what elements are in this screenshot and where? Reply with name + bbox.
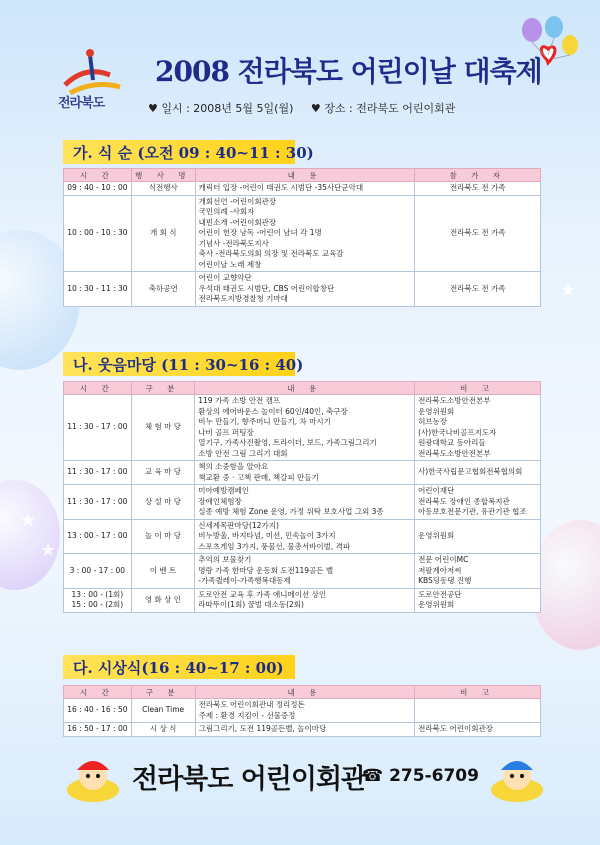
note-cell-line: 운영위원회 bbox=[418, 600, 455, 609]
footer-name: 전라북도 어린이회관 bbox=[132, 764, 367, 795]
note-cell bbox=[415, 554, 541, 589]
content-cell-line: 나비 골프 퍼팅장 bbox=[198, 427, 254, 437]
note-cell-line: 운영위원회 bbox=[418, 406, 455, 416]
note-cell-line: 전라북도 어린이회관장 bbox=[418, 724, 494, 733]
content-cell-line: 어린이 헌장 낭독 -어린이 남녀 각 1명 bbox=[198, 228, 322, 237]
kind-cell: 놀 이 마 당 bbox=[131, 519, 195, 554]
time-cell bbox=[64, 699, 132, 723]
table-header: 시 간 bbox=[64, 686, 132, 699]
content-cell bbox=[195, 461, 415, 485]
table-row bbox=[64, 588, 541, 612]
content-cell-line: 환상의 에어바운스 놀이터 60인/40인, 축구장 bbox=[198, 406, 348, 416]
time-line: 11 : 30 - 17 : 00 bbox=[67, 467, 128, 477]
table-row bbox=[64, 723, 541, 737]
mascot-icon bbox=[486, 752, 548, 804]
time-line: 11 : 30 - 17 : 00 bbox=[67, 496, 128, 506]
time-cell bbox=[64, 461, 132, 485]
kind-cell: 영 화 상 인 bbox=[131, 588, 195, 612]
content-cell-line: 라따뚜이(1회) 꿀벌 대소동(2회) bbox=[198, 600, 304, 609]
kind-cell: 시 상 식 bbox=[131, 723, 195, 737]
content-cell-line: 책교환 중 · 고책 판매, 책갈피 만들기 bbox=[198, 472, 319, 482]
mascot-icon bbox=[62, 752, 124, 804]
content-cell-line: 국민의례 -사회자 bbox=[198, 207, 255, 216]
time-cell bbox=[64, 519, 132, 554]
content-cell-line: 어린이 교향악단 bbox=[198, 273, 252, 282]
kind-cell: 이 벤 트 bbox=[131, 554, 195, 589]
note-cell-line: 도로안전공단 bbox=[418, 589, 462, 599]
background-balloon bbox=[0, 480, 60, 590]
participant-cell: 전라북도 전 가족 bbox=[415, 272, 541, 307]
star-icon: ★ bbox=[40, 540, 57, 561]
table-header: 참 가 자 bbox=[415, 169, 541, 182]
ceremony-table bbox=[63, 168, 541, 307]
note-cell-line: (사)한국나비골프지도자 bbox=[418, 427, 497, 437]
fun-table bbox=[63, 381, 541, 613]
participant-cell: 전라북도 전 가족 bbox=[415, 182, 541, 196]
content-cell-line: 신세계목판마당(12가지) bbox=[198, 520, 279, 530]
content-cell-line: 119 가족 소방 안전 캠프 bbox=[198, 396, 281, 405]
kind-cell: 상 설 마 당 bbox=[131, 485, 195, 520]
table-row bbox=[64, 395, 541, 461]
kind-cell: 체 험 마 당 bbox=[131, 395, 195, 461]
time-cell bbox=[64, 723, 132, 737]
table-header: 시 간 bbox=[64, 382, 132, 395]
table-row bbox=[64, 699, 541, 723]
time-cell bbox=[64, 395, 132, 461]
section-heading-awards: 다. 시상식(16 : 40~17 : 00) bbox=[63, 655, 295, 679]
note-cell-line: 원광대학교 동아리들 bbox=[418, 438, 486, 447]
note-cell-line: 전라북도소방안전본부 bbox=[418, 448, 491, 458]
content-cell-line: 스포츠게임 3가지, 풍물선, 물총서바이벌, 격파 bbox=[198, 541, 351, 551]
time-line: 3 : 00 - 17 : 00 bbox=[69, 565, 126, 575]
time-cell bbox=[64, 554, 132, 589]
content-cell-line: 주제 : 환경 지킴이 - 선물증정 bbox=[198, 710, 296, 720]
content-cell bbox=[195, 485, 415, 520]
table-header: 행 사 명 bbox=[131, 169, 195, 182]
time-line: 15 : 00 - (2회) bbox=[71, 600, 124, 609]
time-line: 16 : 40 - 16 : 50 bbox=[67, 705, 128, 715]
content-cell-line: 개회선언 -어린이회관장 bbox=[198, 196, 277, 206]
table-header: 내 용 bbox=[195, 169, 415, 182]
awards-table bbox=[63, 685, 541, 737]
content-cell-line: 미아예방캠페인 bbox=[198, 486, 249, 495]
note-cell-line: KBS딩동댕 진행 bbox=[418, 576, 472, 585]
table-header: 구 분 bbox=[131, 686, 195, 699]
section-heading-fun: 나. 웃음마당 (11 : 30~16 : 40) bbox=[63, 352, 295, 376]
kind-cell: 식전행사 bbox=[131, 182, 195, 196]
kind-cell: 축하공연 bbox=[131, 272, 195, 307]
content-cell-line: 장애인체험장 bbox=[198, 496, 242, 506]
content-cell bbox=[195, 395, 415, 461]
table-row bbox=[64, 461, 541, 485]
content-cell-line: 실종 예방 체험 Zone 운영, 가정 위탁 보호사업 그외 3종 bbox=[198, 507, 384, 516]
content-cell-line: 소방 안전 그림 그리기 대회 bbox=[198, 448, 288, 458]
table-row bbox=[64, 554, 541, 589]
content-cell-line: 비누 만들기, 향주머니 만들기, 차 마시기 bbox=[198, 417, 331, 426]
table-row bbox=[64, 519, 541, 554]
note-cell-line: 어린이재단 bbox=[418, 486, 455, 495]
time-cell bbox=[64, 195, 132, 272]
content-cell-line: 어린이날 노래 제창 bbox=[198, 259, 262, 269]
content-cell bbox=[195, 554, 415, 589]
note-cell-line: 전라북도 장애인 종합복지관 bbox=[418, 496, 510, 506]
note-cell-line: 저팔계아저씨 bbox=[418, 565, 462, 575]
note-cell bbox=[415, 723, 541, 737]
note-cell-line: 전문 어린이MC bbox=[418, 555, 469, 564]
table-header: 비 고 bbox=[415, 382, 541, 395]
table-header: 시 간 bbox=[64, 169, 132, 182]
content-cell-line: 전라북도지방경찰청 기마대 bbox=[198, 294, 288, 303]
footer-phone: ☎ 275-6709 bbox=[362, 766, 479, 786]
content-cell bbox=[195, 588, 415, 612]
logo-text: 전라북도 bbox=[58, 96, 105, 111]
content-cell-line: 우석대 태권도 시범단, CBS 어린이합창단 bbox=[198, 283, 335, 293]
note-cell-line: 아동보호전문기관, 유관기관 협조 bbox=[418, 507, 527, 516]
table-header: 구 분 bbox=[131, 382, 195, 395]
content-cell bbox=[195, 519, 415, 554]
section-heading-ceremony: 가. 식 순 (오전 09 : 40~11 : 30) bbox=[63, 140, 295, 164]
time-line: 10 : 30 - 11 : 30 bbox=[67, 283, 128, 293]
time-cell bbox=[64, 588, 132, 612]
table-header: 내 용 bbox=[195, 686, 415, 699]
content-cell-line: 그림그리기, 도전 119골든벨, 놀이마당 bbox=[198, 724, 327, 733]
content-cell bbox=[195, 272, 415, 307]
content-cell bbox=[195, 723, 415, 737]
event-place: ♥ 장소 : 전라북도 어린이회관 bbox=[310, 102, 456, 115]
participant-cell: 전라북도 전 가족 bbox=[415, 195, 541, 272]
content-cell-line: 추억의 보물찾기 bbox=[198, 555, 252, 564]
star-icon: ★ bbox=[560, 280, 577, 301]
content-cell bbox=[195, 182, 415, 196]
event-date: ♥ 일시 : 2008년 5월 5일(월) bbox=[148, 102, 294, 115]
table-header: 내 용 bbox=[195, 382, 415, 395]
kind-cell: 개 회 식 bbox=[131, 195, 195, 272]
note-cell-line: 사)한국사립문고협회전북협의회 bbox=[418, 467, 523, 477]
time-line: 13 : 00 - 17 : 00 bbox=[67, 531, 128, 540]
content-cell bbox=[195, 195, 415, 272]
content-cell-line: 비누방울, 바지타넘, 미션, 민속놀이 3가지 bbox=[198, 531, 336, 540]
table-row bbox=[64, 182, 541, 196]
note-cell bbox=[415, 588, 541, 612]
note-cell bbox=[415, 461, 541, 485]
star-icon: ★ bbox=[20, 510, 37, 531]
content-cell-line: 도로안전 교육 후 가족 애니메이션 상인 bbox=[198, 589, 327, 599]
time-cell bbox=[64, 272, 132, 307]
content-cell-line: 전라북도 어린이회관내 정리정돈 bbox=[198, 700, 305, 709]
note-cell bbox=[415, 699, 541, 723]
time-line: 16 : 50 - 17 : 00 bbox=[67, 724, 128, 733]
page-title: 2008 전라북도 어린이날 대축제 bbox=[155, 55, 542, 88]
table-row bbox=[64, 195, 541, 272]
time-line: 11 : 30 - 17 : 00 bbox=[67, 422, 128, 432]
note-cell bbox=[415, 519, 541, 554]
table-row bbox=[64, 485, 541, 520]
content-cell-line: 내빈소개 -어린이회관장 bbox=[198, 217, 277, 227]
time-cell bbox=[64, 485, 132, 520]
time-line: 10 : 00 - 10 : 30 bbox=[67, 228, 128, 237]
kind-cell: Clean Time bbox=[131, 699, 195, 723]
time-cell bbox=[64, 182, 132, 196]
content-cell-line: 기념사 -전라북도지사 bbox=[198, 238, 269, 248]
balloons-icon bbox=[512, 15, 582, 85]
note-cell-line: 전라북도소방안전본부 bbox=[418, 396, 491, 405]
content-cell-line: 책의 소중함을 알아요 bbox=[198, 462, 269, 471]
content-cell-line: 캐릭터 입장 -어린이 태권도 시범단 -35사단군악대 bbox=[198, 183, 364, 192]
kind-cell: 교 육 마 당 bbox=[131, 461, 195, 485]
note-cell-line: 허브농장 bbox=[418, 417, 448, 426]
content-cell bbox=[195, 699, 415, 723]
content-cell-line: 축사 -전라북도의회 의장 및 전라북도 교육감 bbox=[198, 249, 344, 258]
note-cell-line: 운영위원회 bbox=[418, 531, 455, 540]
content-cell-line: -가족퀼레이-가족행복대동제 bbox=[198, 576, 291, 585]
time-line: 13 : 00 - (1회) bbox=[71, 589, 124, 599]
table-header: 비 고 bbox=[415, 686, 541, 699]
content-cell-line: 열기구, 가족사진촬영, 트라이더, 보드, 가족그림그리기 bbox=[198, 438, 377, 447]
table-row bbox=[64, 272, 541, 307]
note-cell bbox=[415, 485, 541, 520]
note-cell bbox=[415, 395, 541, 461]
time-line: 09 : 40 - 10 : 00 bbox=[67, 183, 128, 192]
event-info bbox=[148, 100, 469, 116]
content-cell-line: 명랑 가족 한마당 운동회 도전119골든 벨 bbox=[198, 565, 334, 575]
